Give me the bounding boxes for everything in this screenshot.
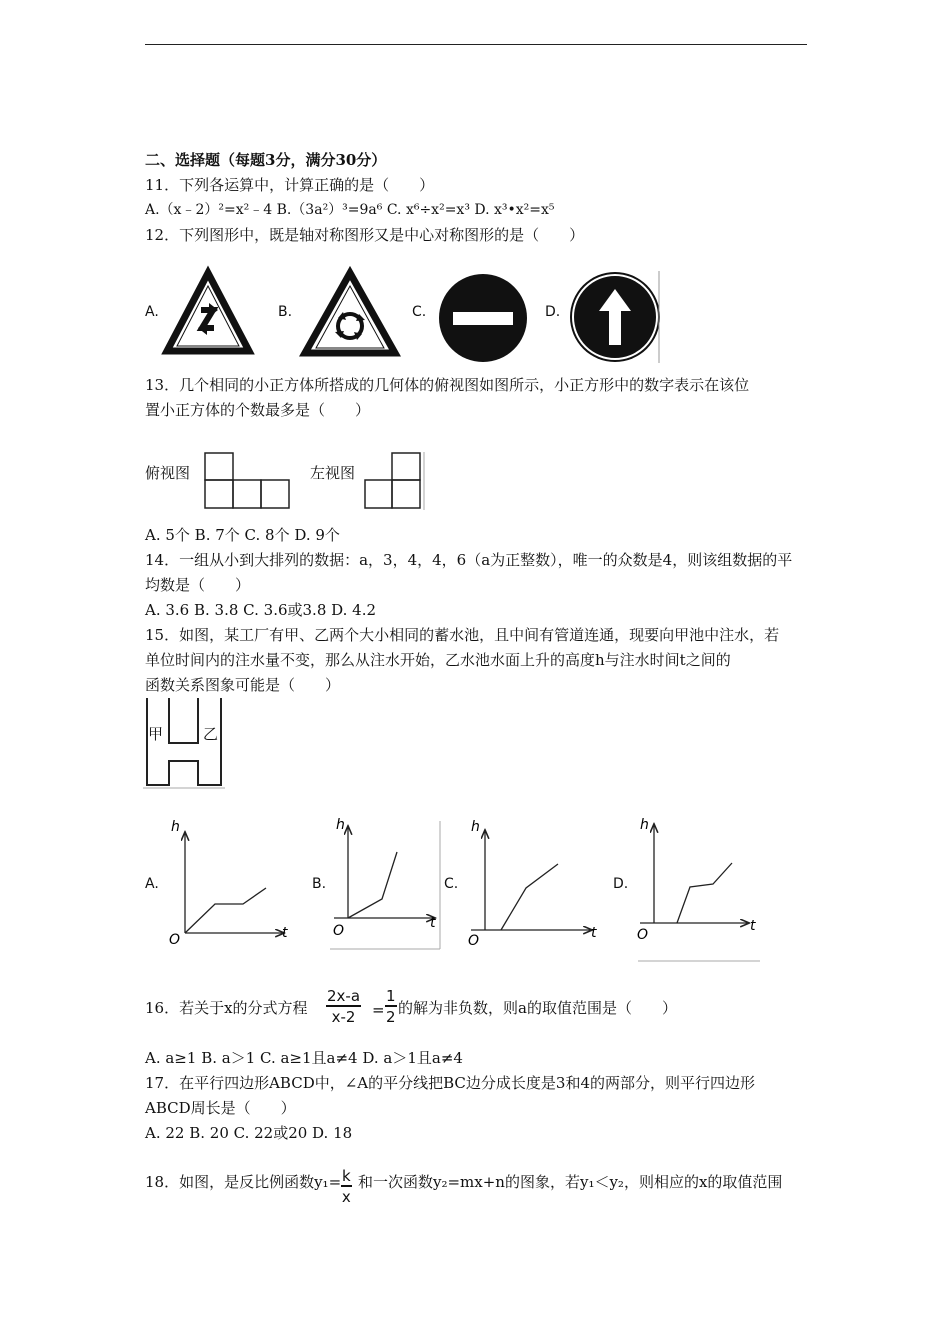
pool-yi-label: 乙 <box>203 725 219 743</box>
q12-stem: 12．下列图形中，既是轴对称图形又是中心对称图形的是（ ） <box>145 226 585 244</box>
q18-pre: 18．如图，是反比例函数y₁= <box>145 1173 342 1191</box>
q16-fraction-2 <box>385 987 397 1027</box>
q15-graph-label-a: A. <box>145 876 159 892</box>
q17-line1: 17．在平行四边形ABCD中，∠A的平分线把BC边分成长度是3和4的两部分，则平行四边形 <box>145 1074 755 1092</box>
roundabout-warning-sign-icon <box>303 270 397 356</box>
svg-text:h: h <box>471 819 480 835</box>
svg-text:t: t <box>591 925 597 941</box>
pool-jia-label: 甲 <box>148 725 164 743</box>
svg-text:O: O <box>333 923 345 939</box>
q14-line2: 均数是（ ） <box>145 576 251 594</box>
straight-ahead-arrow-sign-icon <box>569 271 661 363</box>
svg-text:t: t <box>282 925 288 941</box>
q16-frac2-den: 2 <box>386 1008 396 1026</box>
q12-label-d: D. <box>545 304 561 320</box>
section-heading: 二、选择题（每题3分，满分30分） <box>145 151 387 169</box>
svg-text:O: O <box>468 933 480 949</box>
q18-frac-num: k <box>342 1167 351 1185</box>
svg-text:h: h <box>336 817 345 833</box>
header-rule <box>145 44 807 45</box>
double-bend-warning-sign-icon <box>165 270 251 354</box>
q12-label-a: A. <box>145 304 159 320</box>
q17-options: A. 22 B. 20 C. 22或20 D. 18 <box>145 1124 353 1142</box>
svg-text:h: h <box>640 817 649 833</box>
q14-options: A. 3.6 B. 3.8 C. 3.6或3.8 D. 4.2 <box>145 601 377 619</box>
q18-frac-den: x <box>341 1188 351 1206</box>
svg-text:h: h <box>171 819 180 835</box>
top-view-figure <box>204 452 290 510</box>
q15-line3: 函数关系图象可能是（ ） <box>145 676 341 694</box>
graph-c <box>463 815 603 950</box>
q18-fraction <box>341 1167 352 1207</box>
graph-d <box>634 815 764 963</box>
q15-graph-label-b: B. <box>312 876 327 892</box>
graph-b <box>330 815 442 950</box>
left-view-figure <box>364 452 426 510</box>
q11-options: A.（x﹣2）²=x²﹣4 B.（3a²）³=9a⁶ C. x⁶÷x²=x³ D. x³•x²=x⁵ <box>145 202 555 218</box>
graph-a <box>163 815 293 950</box>
q16-options: A. a≥1 B. a＞1 C. a≥1且a≠4 D. a＞1且a≠4 <box>145 1049 463 1067</box>
q13-line2: 置小正方体的个数最多是（ ） <box>145 401 371 419</box>
no-entry-sign-icon <box>436 273 530 363</box>
q13-options: A. 5个 B. 7个 C. 8个 D. 9个 <box>145 526 340 544</box>
water-pools-figure <box>143 697 225 789</box>
q12-label-c: C. <box>412 304 427 320</box>
q12-label-b: B. <box>278 304 293 320</box>
q16-frac1-den: x-2 <box>331 1008 356 1026</box>
q16-frac1-num: 2x-a <box>327 987 361 1005</box>
q16-pre: 16．若关于x的分式方程 <box>145 999 308 1017</box>
q16-post: 的解为非负数，则a的取值范围是（ ） <box>398 999 677 1017</box>
q16-fraction-1 <box>326 987 361 1027</box>
q14-line1: 14．一组从小到大排列的数据：a，3，4，4，6（a为正整数），唯一的众数是4，则该组数据的平 <box>145 551 793 569</box>
q15-graph-label-c: C. <box>444 876 459 892</box>
svg-text:O: O <box>169 932 181 948</box>
q18-post: 和一次函数y₂=mx+n的图象，若y₁＜y₂，则相应的x的取值范围 <box>358 1173 783 1191</box>
q13-line1: 13．几个相同的小正方体所搭成的几何体的俯视图如图所示，小正方形中的数字表示在该位 <box>145 376 750 394</box>
q15-graph-label-d: D. <box>613 876 629 892</box>
q17-line2: ABCD周长是（ ） <box>145 1099 296 1117</box>
q11-stem: 11．下列各运算中，计算正确的是（ ） <box>145 176 435 194</box>
svg-text:t: t <box>750 918 756 934</box>
q16-equals: = <box>372 1001 385 1019</box>
q16-frac2-num: 1 <box>386 987 396 1005</box>
top-view-label: 俯视图 <box>145 464 191 482</box>
svg-text:O: O <box>637 927 649 943</box>
q15-line1: 15．如图，某工厂有甲、乙两个大小相同的蓄水池，且中间有管道连通，现要向甲池中注水，若 <box>145 626 780 644</box>
left-view-label: 左视图 <box>310 464 356 482</box>
q15-line2: 单位时间内的注水量不变，那么从注水开始，乙水池水面上升的高度h与注水时间t之间的 <box>145 651 731 669</box>
svg-text:t: t <box>430 915 436 931</box>
